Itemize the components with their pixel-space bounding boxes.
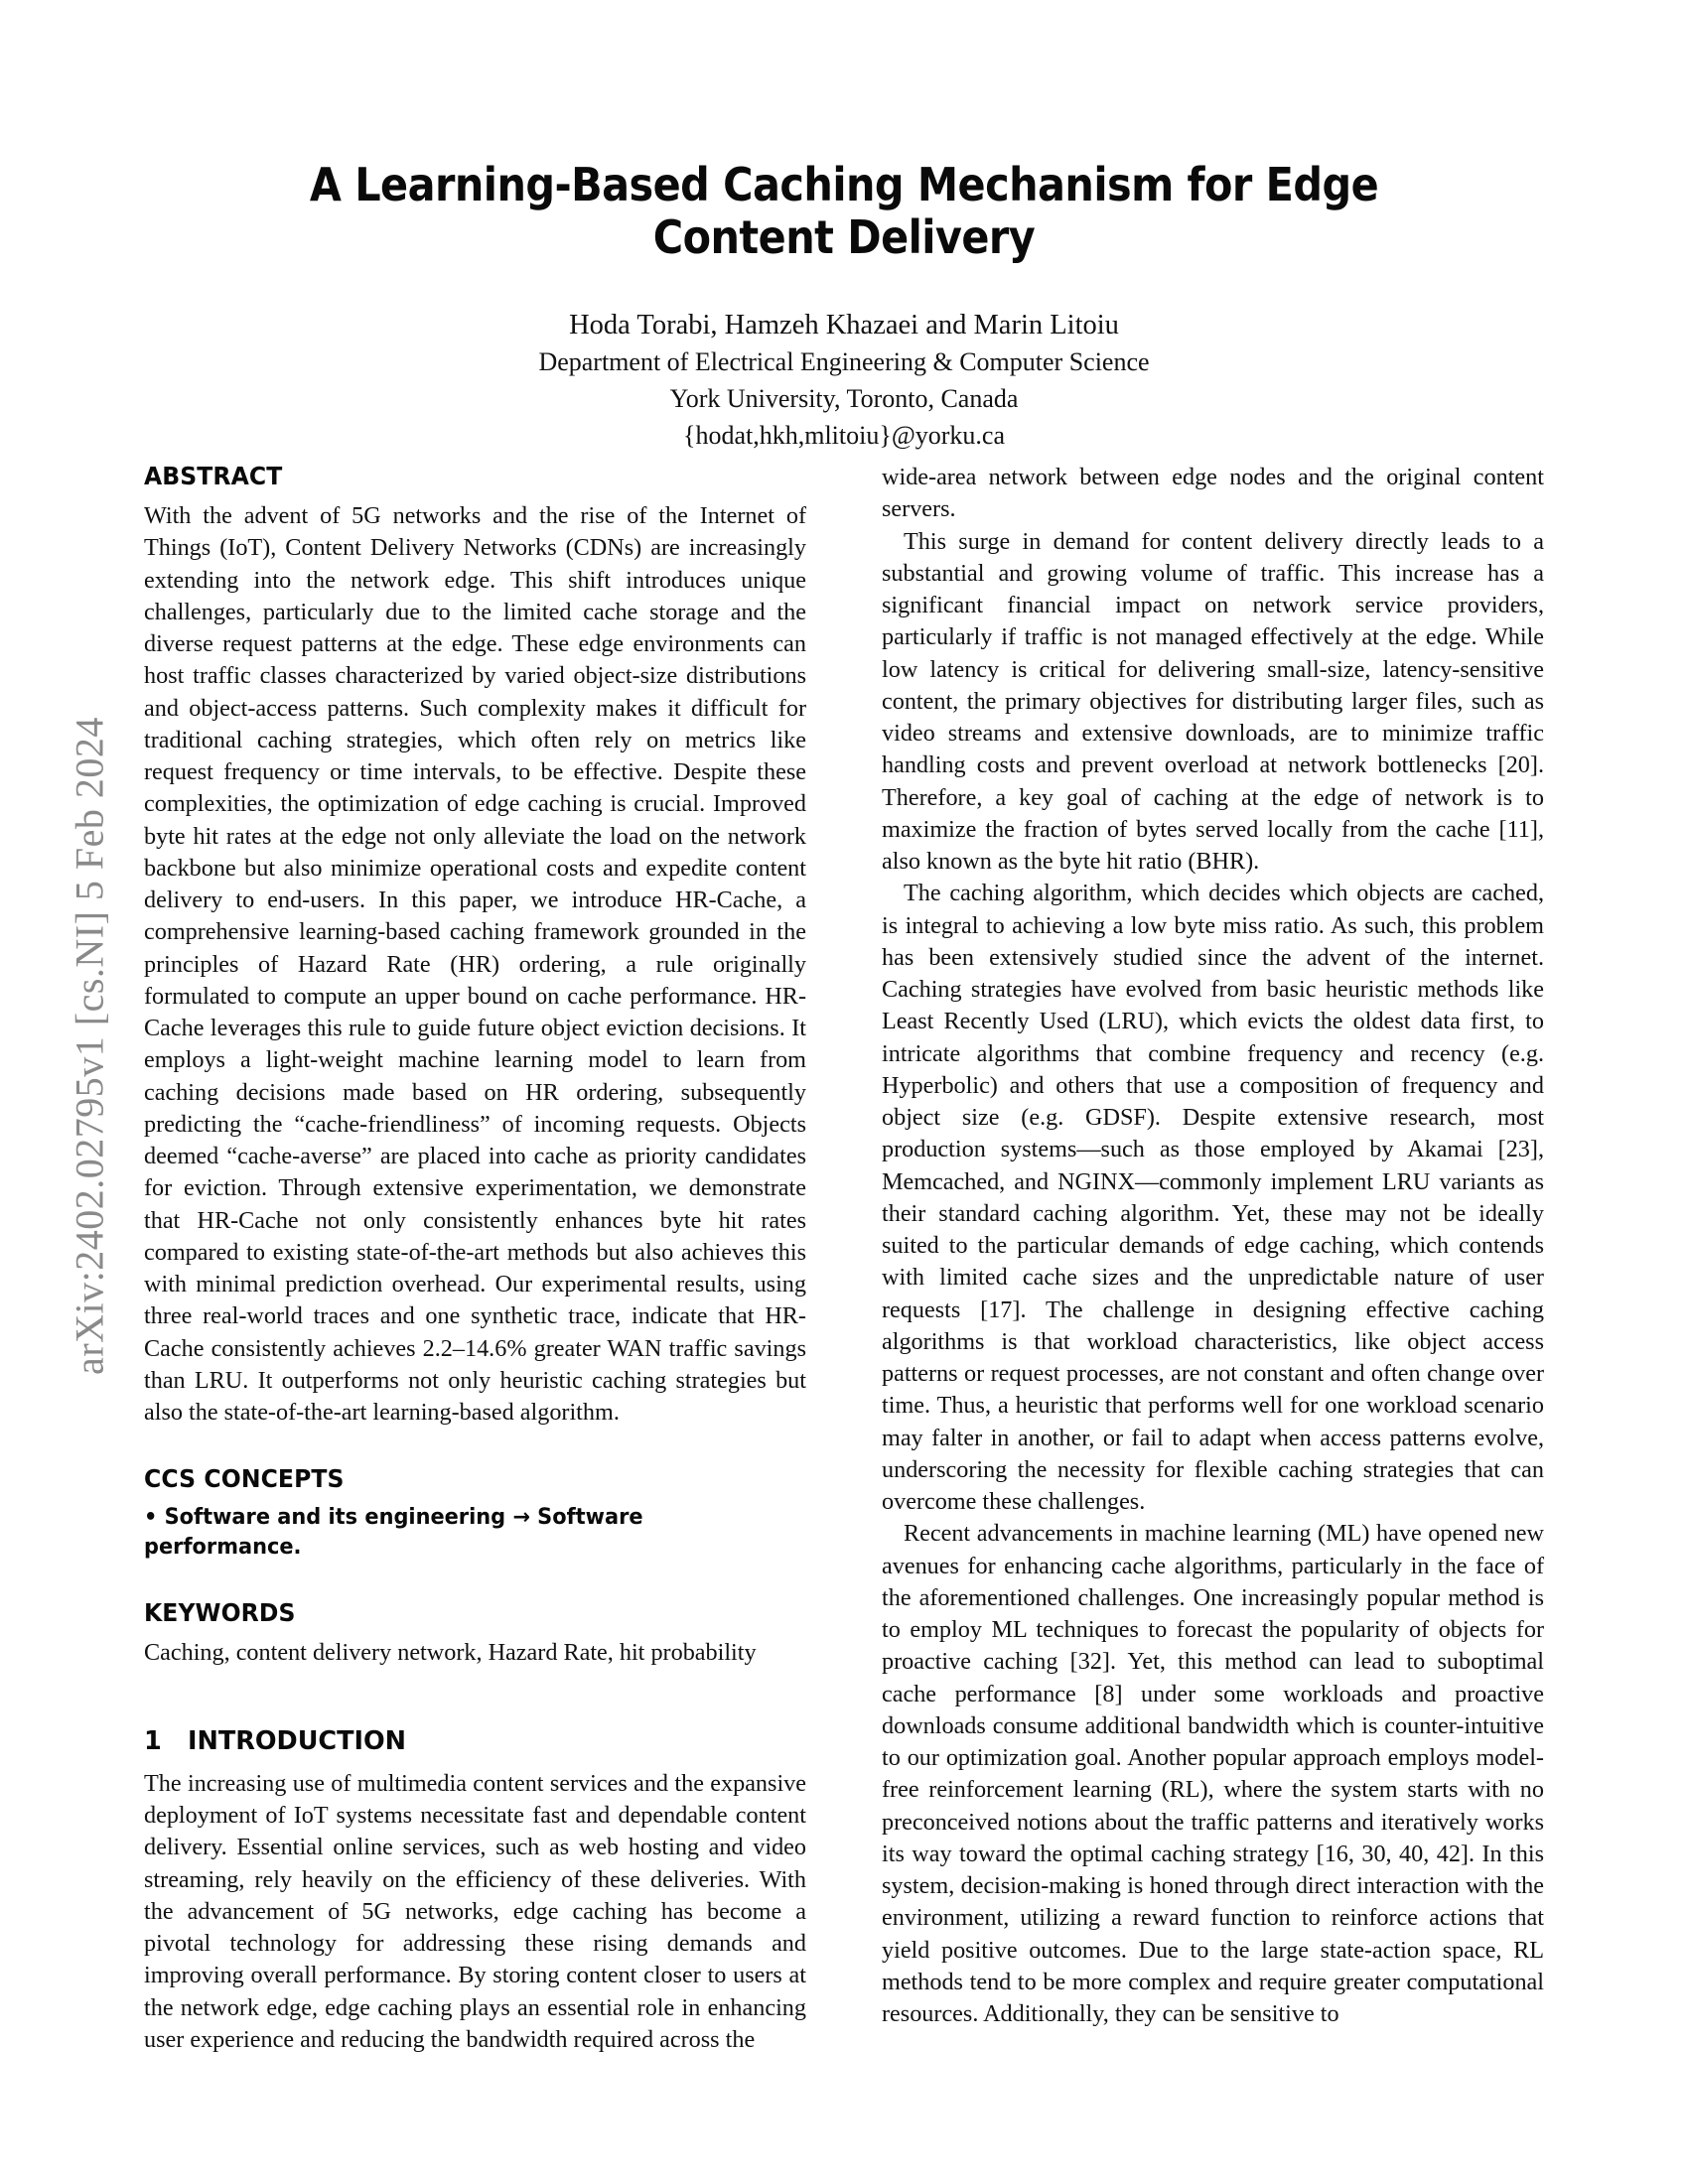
author-list: Hoda Torabi, Hamzeh Khazaei and Marin Litoiu (569, 309, 1119, 341)
affiliation-department: Department of Electrical Engineering & Computer Science (538, 347, 1150, 377)
arxiv-stamp-text: arXiv:2402.02795v1 [cs.NI] 5 Feb 2024 (67, 717, 112, 1375)
author-email: {hodat,hkh,mlitoiu}@yorku.ca (682, 420, 1006, 450)
title-block (144, 159, 1544, 455)
introduction-section-number: 1 (144, 1725, 162, 1756)
intro-paragraph-1-continued: wide-area network between edge nodes and the original content servers. (882, 464, 1544, 523)
keywords-heading: KEYWORDS (144, 1597, 296, 1627)
intro-paragraph-2: This surge in demand for content delivery directly leads to a substantial and growing volume of traffic. This increase has a significant financial impact on network service providers, particularly if traffic is not managed effectively at the edge. While low latency is critical for delivering small-size, latency-sensitive content, the primary objectives for distributing larger files, such as video streams and extensive downloads, are to minimize traffic handling costs and prevent overload at network bottlenecks [20]. Therefore, a key goal of caching at the edge of network is to maximize the fraction of bytes served locally from the cache [11], also known as the byte hit ratio (BHR). (882, 527, 1544, 875)
intro-paragraph-1: The increasing use of multimedia content services and the expansive deployment of IoT systems necessitate fast and dependable content delivery. Essential online services, such as web hosting and video streaming, rely heavily on the efficiency of these deliveries. With the advancement of 5G networks, edge caching has become a pivotal technology for addressing these rising demands and improving overall performance. By storing content closer to users at the network edge, edge caching plays an essential role in enhancing user experience and reducing the bandwidth required across the (144, 1769, 806, 2053)
arxiv-stamp (0, 0, 112, 2184)
keywords-text: Caching, content delivery network, Hazard Rate, hit probability (144, 1638, 757, 1666)
affiliation-university: York University, Toronto, Canada (669, 383, 1019, 413)
ccs-concepts-text: • Software and its engineering → Software performance. (144, 1505, 643, 1560)
left-column (144, 462, 806, 2053)
ccs-concepts-heading: CCS CONCEPTS (144, 1464, 345, 1494)
body-columns (144, 462, 1544, 2053)
abstract-text: With the advent of 5G networks and the rise of the Internet of Things (IoT), Content Delivery Networks (CDNs) are increasingly extending into the network edge. This shift introduces unique challenges, particularly due to the limited cache storage and the diverse request patterns at the edge. These edge environments can host traffic classes characterized by varied object-size distributions and object-access patterns. Such complexity makes it difficult for traditional caching strategies, which often rely on metrics like request frequency or time intervals, to be effective. Despite these complexities, the optimization of edge caching is crucial. Improved byte hit rates at the edge not only alleviate the load on the network backbone but also minimize operational costs and expedite content delivery to end-users. In this paper, we introduce HR-Cache, a comprehensive learning-based caching framework grounded in the principles of Hazard Rate (HR) ordering, a rule originally formulated to compute an upper bound on cache performance. HR-Cache leverages this rule to guide future object eviction decisions. It employs a light-weight machine learning model to learn from caching decisions made based on HR ordering, subsequently predicting the “cache-friendliness” of incoming requests. Objects deemed “cache-averse” are placed into cache as priority candidates for eviction. Through extensive experimentation, we demonstrate that HR-Cache not only consistently enhances byte hit rates compared to existing state-of-the-art methods but also achieves this with minimal prediction overhead. Our experimental results, using three real-world traces and one synthetic trace, indicate that HR-Cache consistently achieves 2.2–14.6% greater WAN traffic savings than LRU. It outperforms not only heuristic caching strategies but also the state-of-the-art learning-based algorithm. (144, 502, 806, 1426)
introduction-heading-label: INTRODUCTION (188, 1725, 407, 1756)
right-column (882, 462, 1544, 2027)
intro-paragraph-4: Recent advancements in machine learning (ML) have opened new avenues for enhancing cache algorithms, particularly in the face of the aforementioned challenges. One increasingly popular method is to employ ML techniques to forecast the popularity of objects for proactive caching [32]. Yet, this method can lead to suboptimal cache performance [8] under some workloads and proactive downloads consume additional bandwidth which is counter-intuitive to our optimization goal. Another popular approach employs model-free reinforcement learning (RL), where the system starts with no preconceived notions about the traffic patterns and iteratively works its way toward the optimal caching strategy [16, 30, 40, 42]. In this system, decision-making is honed through direct interaction with the environment, utilizing a reward function to reinforce actions that yield positive outcomes. Due to the large state-action space, RL methods tend to be more complex and require greater computational resources. Additionally, they can be sensitive to (882, 1520, 1544, 2027)
abstract-heading: ABSTRACT (144, 462, 283, 490)
intro-paragraph-3: The caching algorithm, which decides which objects are cached, is integral to achieving a low byte miss ratio. As such, this problem has been extensively studied since the advent of the internet. Caching strategies have evolved from basic heuristic methods like Least Recently Used (LRU), which evicts the oldest data first, to intricate algorithms that combine frequency and recency (e.g. Hyperbolic) and others that use a composition of frequency and object size (e.g. GDSF). Despite extensive research, most production systems—such as those employed by Akamai [23], Memcached, and NGINX—commonly implement LRU variants as their standard caching algorithm. Yet, these may not be ideally suited to the particular demands of edge caching, which contends with limited cache sizes and the unpredictable nature of user requests [17]. The challenge in designing effective caching algorithms is that workload characteristics, like object access patterns or request processes, are not constant and often change over time. Thus, a heuristic that performs well for one workload scenario may falter in another, or fail to adapt when access patterns evolve, underscoring the necessity for flexible caching strategies that can overcome these challenges. (882, 880, 1544, 1515)
section-spacer (144, 1669, 806, 1726)
page-title: A Learning-Based Caching Mechanism for Edge Content Delivery (309, 158, 1379, 264)
introduction-heading (144, 1726, 806, 1756)
